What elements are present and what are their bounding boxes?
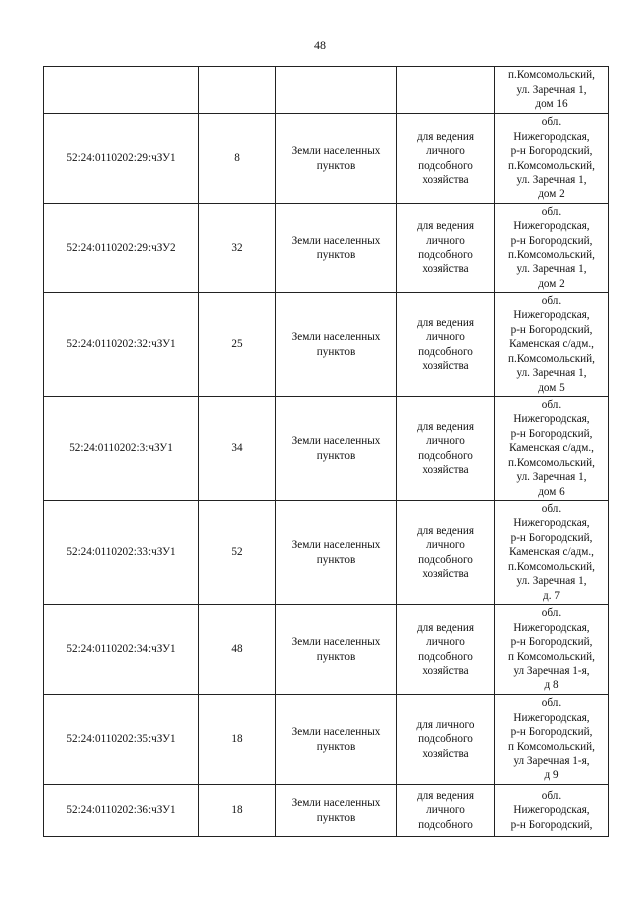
land-category-cell xyxy=(276,204,397,293)
land-category-line: пунктов xyxy=(316,811,356,824)
land-plots-table xyxy=(43,66,609,837)
permitted-use-cell xyxy=(397,605,495,695)
address-line: р-н Богородский, xyxy=(510,145,593,158)
permitted-use-line: для ведения xyxy=(416,524,475,537)
permitted-use-cell xyxy=(397,397,495,501)
address-line: ул. Заречная 1, xyxy=(516,367,587,380)
permitted-use-line: хозяйства xyxy=(422,359,469,372)
address-line: п.Комсомольский, xyxy=(508,456,595,469)
permitted-use-line: личного xyxy=(426,435,465,448)
table-row xyxy=(44,67,609,114)
address-line: п.Комсомольский, xyxy=(508,352,595,365)
land-category-line: пунктов xyxy=(316,553,356,566)
land-category-line: Земли населенных xyxy=(291,234,381,247)
address-line: обл. xyxy=(541,295,562,308)
address-line: р-н Богородский, xyxy=(510,427,593,440)
permitted-use-line: личного xyxy=(426,331,465,344)
address-line: р-н Богородский, xyxy=(510,531,593,544)
address-line: ул. Заречная 1, xyxy=(516,471,587,484)
cadastral-number: 52:24:0110202:29:чЗУ2 xyxy=(66,241,176,254)
land-category-line: пунктов xyxy=(316,449,356,462)
address-cell xyxy=(495,501,609,605)
area-value: 34 xyxy=(231,442,243,455)
permitted-use-line: подсобного xyxy=(418,249,473,261)
address-line: дом 5 xyxy=(538,381,565,394)
cadastral-number: 52:24:0110202:3:чЗУ1 xyxy=(69,442,173,455)
permitted-use-line: для личного xyxy=(416,718,475,731)
area-cell xyxy=(199,204,276,293)
land-category-cell xyxy=(276,605,397,695)
cadastral-number: 52:24:0110202:36:чЗУ1 xyxy=(66,804,176,817)
address-line: дом 16 xyxy=(535,98,568,111)
permitted-use-line: хозяйства xyxy=(422,664,469,677)
area-value: 18 xyxy=(231,804,243,817)
address-line: ул Заречная 1-я, xyxy=(513,754,590,767)
address-line: ул Заречная 1-я, xyxy=(513,664,590,677)
table-row xyxy=(44,204,609,293)
land-category-line: Земли населенных xyxy=(291,636,381,649)
permitted-use-line: личного xyxy=(426,636,465,649)
permitted-use-cell xyxy=(397,114,495,204)
address-line: обл. xyxy=(541,607,562,620)
address-line: д 8 xyxy=(544,679,559,692)
address-line: Нижегородская, xyxy=(513,621,590,634)
address-line: п.Комсомольский, xyxy=(508,249,595,261)
cadastral-number-cell xyxy=(44,397,199,501)
address-cell xyxy=(495,114,609,204)
address-line: ул. Заречная 1, xyxy=(516,83,587,96)
cadastral-number: 52:24:0110202:34:чЗУ1 xyxy=(66,643,176,656)
address-line: обл. xyxy=(541,205,562,218)
address-line: п.Комсомольский, xyxy=(508,560,595,573)
land-category-line: Земли населенных xyxy=(291,539,381,552)
permitted-use-cell xyxy=(397,204,495,293)
area-cell xyxy=(199,501,276,605)
land-category-cell xyxy=(276,67,397,114)
address-line: Нижегородская, xyxy=(513,711,590,724)
area-value: 48 xyxy=(231,643,243,656)
land-category-cell xyxy=(276,293,397,397)
address-line: р-н Богородский, xyxy=(510,323,593,336)
permitted-use-line: подсобного xyxy=(418,733,473,746)
table-row xyxy=(44,605,609,695)
permitted-use-line: подсобного xyxy=(418,650,473,663)
address-line: п.Комсомольский, xyxy=(508,69,595,82)
land-category-line: пунктов xyxy=(316,159,356,172)
address-line: п.Комсомольский, xyxy=(508,159,595,172)
land-category-line: Земли населенных xyxy=(291,331,381,344)
address-line: ул. Заречная 1, xyxy=(516,575,587,588)
address-line: дом 6 xyxy=(538,485,565,498)
land-category-line: пунктов xyxy=(316,249,356,261)
permitted-use-line: хозяйства xyxy=(422,463,469,476)
address-cell xyxy=(495,293,609,397)
permitted-use-line: для ведения xyxy=(416,220,475,233)
land-category-line: пунктов xyxy=(316,345,356,358)
permitted-use-cell xyxy=(397,67,495,114)
cadastral-number-cell xyxy=(44,204,199,293)
cadastral-number: 52:24:0110202:29:чЗУ1 xyxy=(66,152,176,165)
area-cell xyxy=(199,397,276,501)
area-value: 18 xyxy=(231,733,243,746)
permitted-use-line: личного xyxy=(426,145,465,158)
permitted-use-line: для ведения xyxy=(416,621,475,634)
address-cell xyxy=(495,397,609,501)
table-row xyxy=(44,397,609,501)
land-category-line: пунктов xyxy=(316,740,356,753)
land-category-cell xyxy=(276,501,397,605)
address-line: ул. Заречная 1, xyxy=(516,173,587,186)
address-cell xyxy=(495,785,609,837)
permitted-use-line: подсобного xyxy=(418,449,473,462)
address-line: Нижегородская, xyxy=(513,309,590,322)
address-cell xyxy=(495,204,609,293)
permitted-use-line: хозяйства xyxy=(422,263,469,276)
address-cell xyxy=(495,605,609,695)
land-category-line: пунктов xyxy=(316,650,356,663)
area-cell xyxy=(199,114,276,204)
area-value: 25 xyxy=(231,338,243,351)
address-line: ул. Заречная 1, xyxy=(516,263,587,276)
area-cell xyxy=(199,67,276,114)
permitted-use-line: хозяйства xyxy=(422,747,469,760)
address-line: р-н Богородский, xyxy=(510,726,593,739)
area-value: 52 xyxy=(231,546,243,559)
address-line: обл. xyxy=(541,399,562,412)
address-line: р-н Богородский, xyxy=(510,818,593,831)
land-category-line: Земли населенных xyxy=(291,726,381,739)
permitted-use-line: подсобного xyxy=(418,818,473,831)
address-line: Каменская с/адм., xyxy=(509,442,594,455)
area-cell xyxy=(199,293,276,397)
permitted-use-line: для ведения xyxy=(416,130,475,143)
address-line: Нижегородская, xyxy=(513,517,590,530)
permitted-use-line: подсобного xyxy=(418,345,473,358)
address-line: д 9 xyxy=(544,769,559,782)
address-line: дом 2 xyxy=(538,188,565,201)
address-line: Нижегородская, xyxy=(513,413,590,426)
permitted-use-cell xyxy=(397,293,495,397)
area-value: 8 xyxy=(234,152,240,165)
permitted-use-line: хозяйства xyxy=(422,173,469,186)
address-line: обл. xyxy=(541,697,562,710)
permitted-use-cell xyxy=(397,785,495,837)
address-line: Нижегородская, xyxy=(513,220,590,233)
cadastral-number-cell xyxy=(44,605,199,695)
cadastral-number-cell xyxy=(44,293,199,397)
cadastral-number-cell xyxy=(44,785,199,837)
address-line: Каменская с/адм., xyxy=(509,338,594,351)
address-line: Каменская с/адм., xyxy=(509,546,594,559)
area-value: 32 xyxy=(231,241,243,254)
permitted-use-line: для ведения xyxy=(416,789,475,802)
table-row xyxy=(44,785,609,837)
cadastral-number: 52:24:0110202:35:чЗУ1 xyxy=(66,733,176,746)
permitted-use-cell xyxy=(397,695,495,785)
address-line: обл. xyxy=(541,789,562,802)
area-cell xyxy=(199,785,276,837)
page-number: 48 xyxy=(314,38,326,52)
address-line: п Комсомольский, xyxy=(508,650,595,663)
cadastral-number: 52:24:0110202:32:чЗУ1 xyxy=(66,338,176,351)
table-row xyxy=(44,293,609,397)
permitted-use-line: для ведения xyxy=(416,420,475,433)
cadastral-number-cell xyxy=(44,67,199,114)
permitted-use-line: подсобного xyxy=(418,553,473,566)
address-line: обл. xyxy=(541,116,562,129)
area-cell xyxy=(199,695,276,785)
cadastral-number-cell xyxy=(44,695,199,785)
permitted-use-line: личного xyxy=(426,234,465,247)
cadastral-number-cell xyxy=(44,114,199,204)
table-row xyxy=(44,114,609,204)
permitted-use-line: подсобного xyxy=(418,159,473,172)
permitted-use-line: личного xyxy=(426,539,465,552)
address-line: р-н Богородский, xyxy=(510,234,593,247)
permitted-use-line: личного xyxy=(426,804,465,817)
land-category-cell xyxy=(276,785,397,837)
land-category-cell xyxy=(276,695,397,785)
address-cell xyxy=(495,67,609,114)
cadastral-number: 52:24:0110202:33:чЗУ1 xyxy=(66,546,176,559)
table-row xyxy=(44,501,609,605)
address-line: р-н Богородский, xyxy=(510,636,593,649)
land-category-line: Земли населенных xyxy=(291,145,381,158)
area-cell xyxy=(199,605,276,695)
address-line: Нижегородская, xyxy=(513,804,590,817)
address-line: дом 2 xyxy=(538,277,565,290)
address-line: обл. xyxy=(541,503,562,516)
land-category-line: Земли населенных xyxy=(291,435,381,448)
table-row xyxy=(44,695,609,785)
permitted-use-line: для ведения xyxy=(416,316,475,329)
land-category-line: Земли населенных xyxy=(291,797,381,810)
address-line: Нижегородская, xyxy=(513,130,590,143)
permitted-use-cell xyxy=(397,501,495,605)
land-category-cell xyxy=(276,114,397,204)
address-cell xyxy=(495,695,609,785)
address-line: п Комсомольский, xyxy=(508,740,595,753)
land-category-cell xyxy=(276,397,397,501)
address-line: д. 7 xyxy=(543,589,560,602)
permitted-use-line: хозяйства xyxy=(422,567,469,580)
cadastral-number-cell xyxy=(44,501,199,605)
